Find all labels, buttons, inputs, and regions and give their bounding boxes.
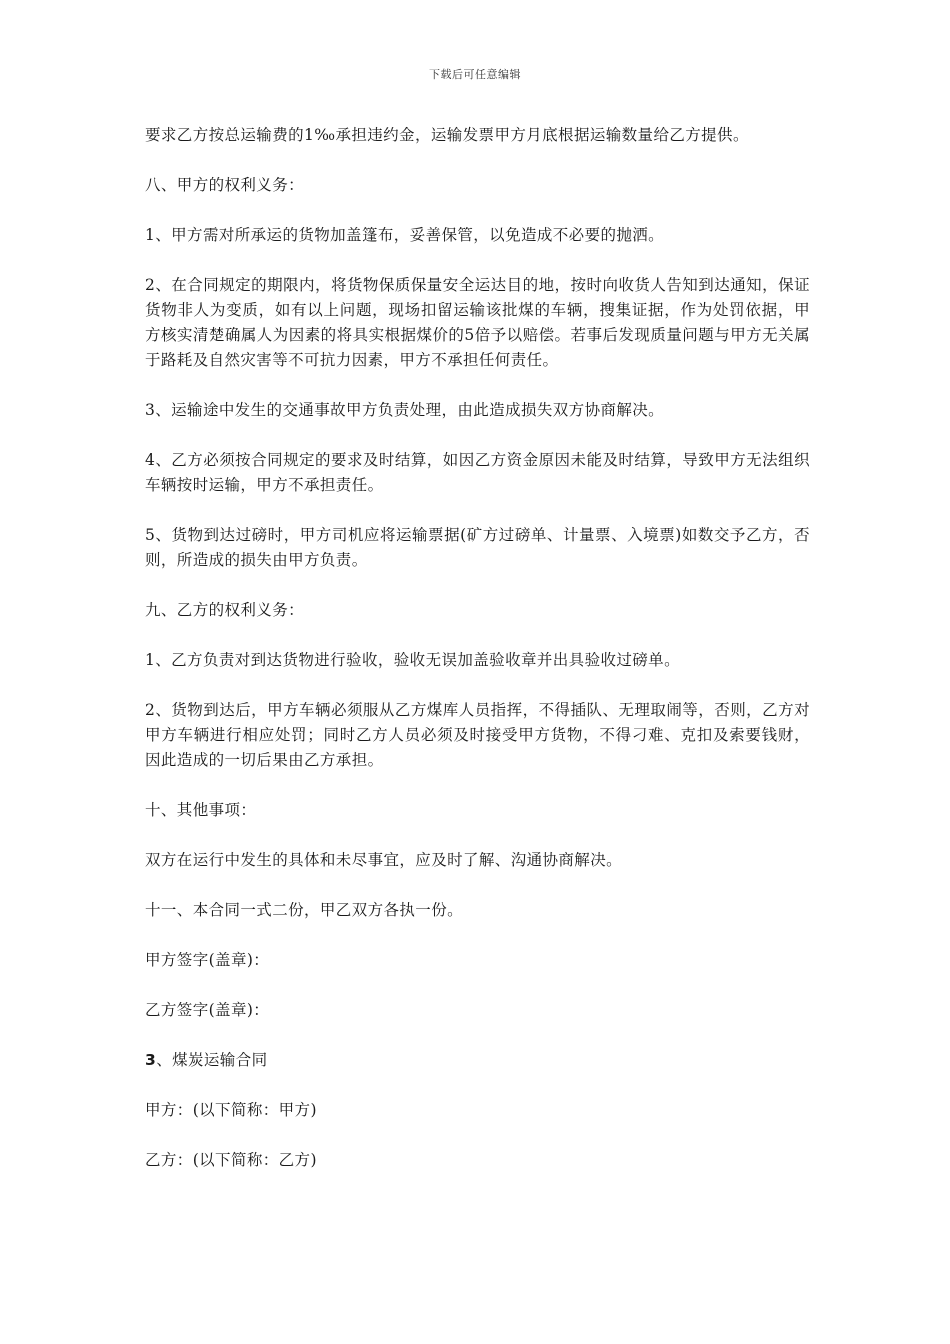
- paragraph-a-1: 1、甲方需对所承运的货物加盖篷布，妥善保管，以免造成不必要的抛洒。: [145, 226, 665, 244]
- signature-party-a: 甲方签字(盖章)：: [145, 951, 270, 969]
- page-header: 下载后可任意编辑: [429, 68, 521, 81]
- party-a-line: 甲方：(以下简称：甲方): [145, 1101, 317, 1119]
- next-document-title-text: 、煤炭运输合同: [156, 1051, 268, 1069]
- paragraph-b-1: 1、乙方负责对到达货物进行验收，验收无误加盖验收章并出具验收过磅单。: [145, 651, 680, 669]
- next-document-title: [145, 1048, 810, 1073]
- paragraph-a-5: 5、货物到达过磅时，甲方司机应将运输票据(矿方过磅单、计量票、入境票)如数交予乙方，否则，所造成的损失由甲方负责。: [145, 526, 810, 569]
- party-b-line: 乙方：(以下简称：乙方): [145, 1151, 317, 1169]
- next-document-number: 3: [145, 1051, 157, 1069]
- signature-party-b: 乙方签字(盖章)：: [145, 1001, 270, 1019]
- paragraph-penalty: 要求乙方按总运输费的1‰承担违约金，运输发票甲方月底根据运输数量给乙方提供。: [145, 126, 749, 144]
- section-heading-other-matters: 十、其他事项：: [145, 801, 257, 819]
- document-body: [145, 123, 810, 1198]
- paragraph-other: 双方在运行中发生的具体和未尽事宜，应及时了解、沟通协商解决。: [145, 851, 623, 869]
- section-heading-party-b-rights: 九、乙方的权利义务：: [145, 601, 305, 619]
- paragraph-a-4: 4、乙方必须按合同规定的要求及时结算，如因乙方资金原因未能及时结算，导致甲方无法组织车辆按时运输，甲方不承担责任。: [145, 451, 810, 494]
- paragraph-a-3: 3、运输途中发生的交通事故甲方负责处理，由此造成损失双方协商解决。: [145, 401, 665, 419]
- paragraph-a-2: 2、在合同规定的期限内，将货物保质保量安全运达目的地，按时向收货人告知到达通知，保证货物非人为变质，如有以上问题，现场扣留运输该批煤的车辆，搜集证据，作为处罚依据，甲方核实清楚确属人为因素的将具实根据煤价的5倍予以赔偿。若事后发现质量问题与甲方无关属于路耗及自然灾害等不可抗力因素，甲方不承担任何责任。: [145, 276, 810, 369]
- paragraph-b-2: 2、货物到达后，甲方车辆必须服从乙方煤库人员指挥，不得插队、无理取闹等，否则，乙方对甲方车辆进行相应处罚；同时乙方人员必须及时接受甲方货物，不得刁难、克扣及索要钱财，因此造成的一切后果由乙方承担。: [145, 701, 810, 769]
- section-heading-party-a-rights: 八、甲方的权利义务：: [145, 176, 305, 194]
- paragraph-copies: 十一、本合同一式二份，甲乙双方各执一份。: [145, 901, 464, 919]
